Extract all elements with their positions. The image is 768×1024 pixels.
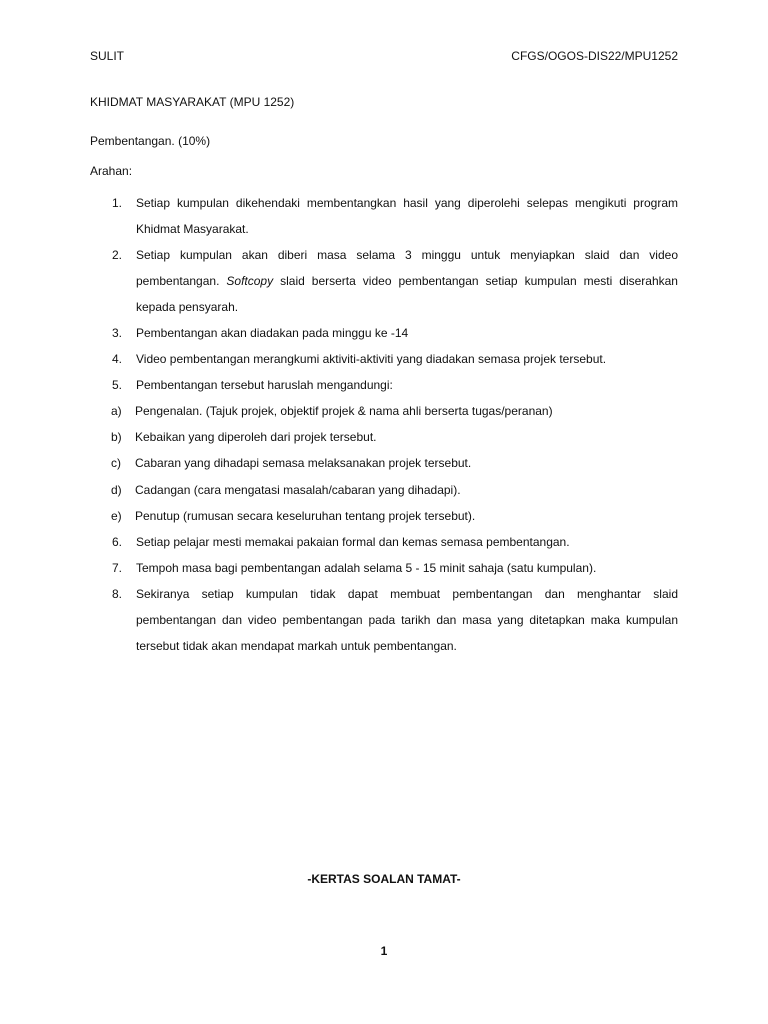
item-number: 7. xyxy=(112,561,123,576)
item-text-part: Setiap kumpulan akan diberi masa selama 3 minggu untuk menyiapkan slaid dan video pembentangan. xyxy=(136,248,678,288)
end-of-paper-mark: -KERTAS SOALAN TAMAT- xyxy=(307,872,461,886)
instruction-item xyxy=(90,372,678,398)
instruction-item xyxy=(90,581,678,659)
instruction-item xyxy=(90,555,678,581)
item-text: Pembentangan tersebut haruslah mengandungi: xyxy=(136,378,393,392)
sub-item-letter: d) xyxy=(111,482,122,497)
directions-label: Arahan: xyxy=(90,164,133,178)
item-number: 4. xyxy=(112,352,123,366)
sub-item-text: Kebaikan yang diperoleh dari projek tersebut. xyxy=(135,430,377,445)
item-number: 1. xyxy=(112,196,123,210)
instruction-item xyxy=(90,242,678,320)
sub-item-text: Cadangan (cara mengatasi masalah/cabaran yang dihadapi). xyxy=(135,482,461,497)
sub-item xyxy=(90,424,678,450)
instruction-list xyxy=(90,190,678,659)
item-number: 3. xyxy=(112,326,123,340)
item-number: 6. xyxy=(112,535,123,550)
course-title: KHIDMAT MASYARAKAT (MPU 1252) xyxy=(90,95,295,109)
item-text: Sekiranya setiap kumpulan tidak dapat membuat pembentangan dan menghantar slaid pembentangan dan video pembentangan pada tarikh dan masa yang ditetapkan maka kumpulan tersebut tidak akan mendapat markah untuk pembentangan. xyxy=(136,587,678,654)
item-text xyxy=(136,242,678,320)
sub-item-text: Penutup (rumusan secara keseluruhan tentang projek tersebut). xyxy=(135,508,476,523)
sub-item-letter: e) xyxy=(111,508,122,523)
document-code: CFGS/OGOS-DIS22/MPU1252 xyxy=(511,49,678,63)
item-text: Video pembentangan merangkumi aktiviti-aktiviti yang diadakan semasa projek tersebut. xyxy=(136,352,607,366)
item-text: Setiap kumpulan dikehendaki membentangkan hasil yang diperolehi selepas mengikuti program Khidmat Masyarakat. xyxy=(136,196,678,236)
section-title: Pembentangan. (10%) xyxy=(90,134,211,148)
item-text: Tempoh masa bagi pembentangan adalah selama 5 - 15 minit sahaja (satu kumpulan). xyxy=(136,561,597,576)
sub-item xyxy=(90,450,678,476)
sub-item-letter: a) xyxy=(111,404,122,418)
item-number: 2. xyxy=(112,248,123,262)
presentation-content-list xyxy=(90,398,678,529)
sub-item xyxy=(90,503,678,529)
sub-item-text: Pengenalan. (Tajuk projek, objektif projek & nama ahli berserta tugas/peranan) xyxy=(135,404,553,418)
sub-item-text: Cabaran yang dihadapi semasa melaksanakan projek tersebut. xyxy=(135,456,472,471)
item-text: Setiap pelajar mesti memakai pakaian formal dan kemas semasa pembentangan. xyxy=(136,535,570,550)
instruction-item xyxy=(90,346,678,372)
instruction-item xyxy=(90,320,678,346)
item-text-part: slaid berserta video pembentangan setiap kumpulan mesti diserahkan kepada pensyarah. xyxy=(136,274,678,314)
item-number: 8. xyxy=(112,587,123,602)
sub-item-letter: c) xyxy=(111,456,121,471)
item-number: 5. xyxy=(112,378,123,392)
sub-item xyxy=(90,398,678,424)
sub-item-letter: b) xyxy=(111,430,122,445)
sub-item xyxy=(90,477,678,503)
classification-label: SULIT xyxy=(90,49,125,63)
instruction-item xyxy=(90,190,678,242)
page-number: 1 xyxy=(380,944,388,958)
item-text: Pembentangan akan diadakan pada minggu ke -14 xyxy=(136,326,409,340)
softcopy-emphasis: Softcopy xyxy=(226,274,274,288)
instruction-item xyxy=(90,529,678,555)
